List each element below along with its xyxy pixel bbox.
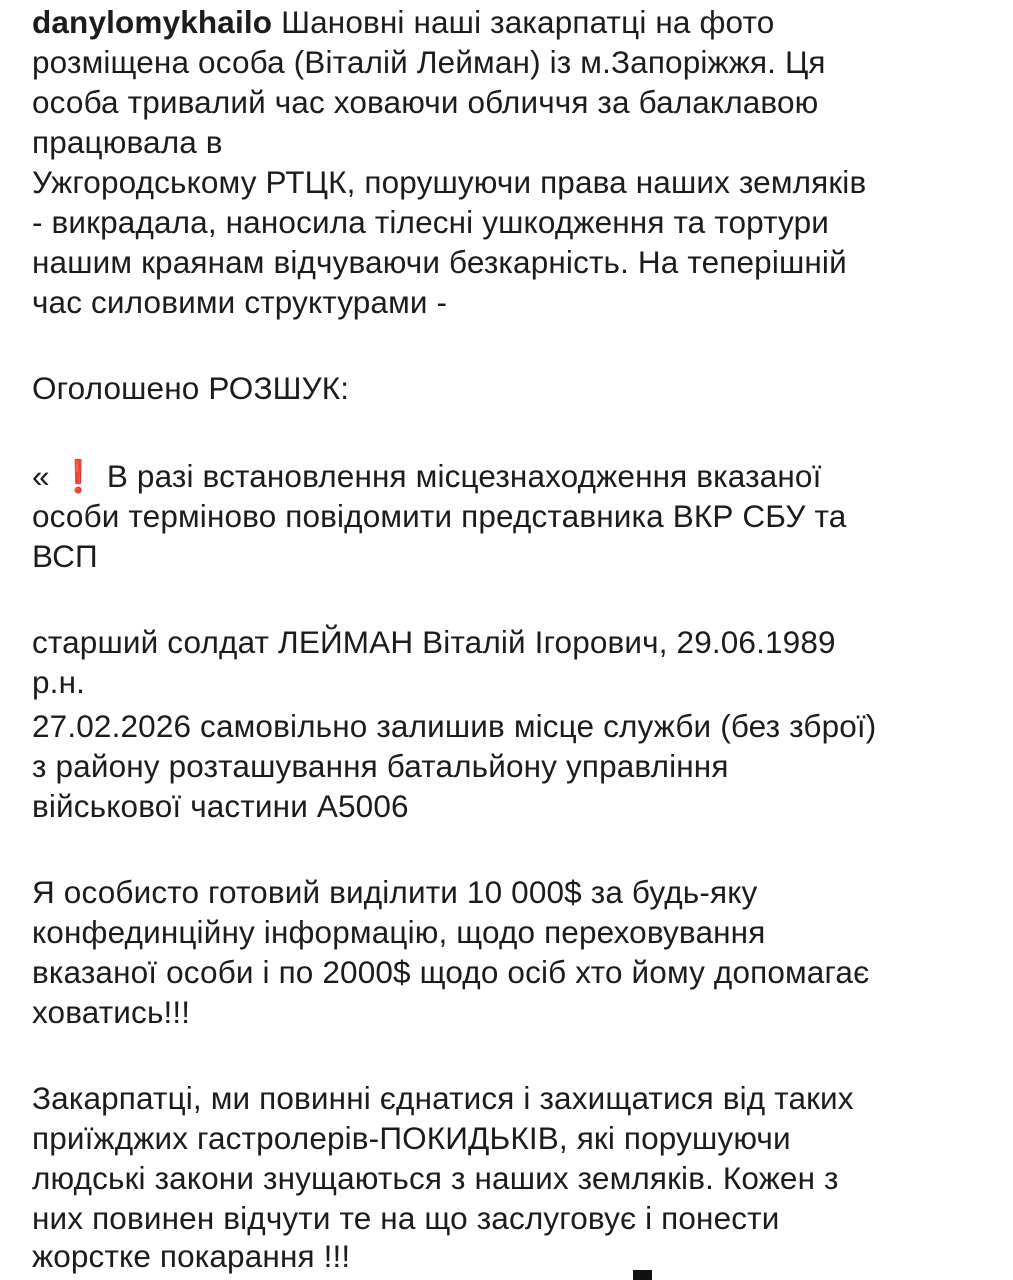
caption-line-soldier: старший солдат ЛЕЙМАН Віталій Ігорович, 29.06.1989 <box>32 624 836 660</box>
caption-line-1 <box>32 2 774 42</box>
caption-line-appeal-3: людські закони знущаються з наших земляків. Кожен з <box>32 1160 839 1196</box>
cropped-divider <box>633 1270 652 1280</box>
caption-line-8: час силовими структурами - <box>32 284 448 320</box>
caption-line-appeal: Закарпатці, ми повинні єднатися і захищатися від таких <box>32 1080 854 1116</box>
caption-line-notice-2: особи терміново повідомити представника ВКР СБУ та <box>32 498 847 534</box>
caption-line-date-2: з району розташування батальйону управління <box>32 748 729 784</box>
caption-line-5: Ужгородському РТЦК, порушуючи права наших земляків <box>32 164 867 200</box>
caption-line-2: розміщена особа (Віталій Лейман) із м.Запоріжжя. Ця <box>32 44 826 80</box>
caption-line-date: 27.02.2026 самовільно залишив місце служби (без зброї) <box>32 708 877 744</box>
caption-line-4: працювала в <box>32 124 223 160</box>
caption-line-notice-3: ВСП <box>32 538 98 574</box>
exclamation-icon: ❗ <box>58 458 98 494</box>
caption-text: Шановні наші закарпатці на фото <box>281 4 775 40</box>
post-username[interactable]: danylomykhailo <box>32 4 273 40</box>
caption-line-appeal-4: них повинен відчути те на що заслуговує і понести <box>32 1200 780 1236</box>
caption-line-date-3: військової частини А5006 <box>32 788 409 824</box>
quote-mark: « <box>32 458 50 494</box>
caption-line-appeal-2: приїжджих гастролерів-ПОКИДЬКІВ, які порушуючи <box>32 1120 791 1156</box>
notice-text: В разі встановлення місцезнаходження вказаної <box>106 458 822 494</box>
caption-line-reward-2: конфединційну інформацію, щодо переховування <box>32 914 766 950</box>
caption-line-reward-3: вказаної особи і по 2000$ щодо осіб хто йому допомагає <box>32 954 870 990</box>
caption-line-6: - викрадала, наносила тілесні ушкодження та тортури <box>32 204 829 240</box>
caption-line-notice <box>32 456 821 496</box>
caption-line-wanted: Оголошено РОЗШУК: <box>32 370 350 406</box>
caption-line-7: нашим краянам відчуваючи безкарність. На теперішній <box>32 244 847 280</box>
caption-line-soldier-2: р.н. <box>32 664 86 700</box>
caption-line-3: особа тривалий час ховаючи обличчя за балаклавою <box>32 84 819 120</box>
caption-line-reward: Я особисто готовий виділити 10 000$ за будь-яку <box>32 874 758 910</box>
caption-line-appeal-5: жорстке покарання !!! <box>32 1238 351 1274</box>
caption-line-reward-4: ховатись!!! <box>32 994 191 1030</box>
